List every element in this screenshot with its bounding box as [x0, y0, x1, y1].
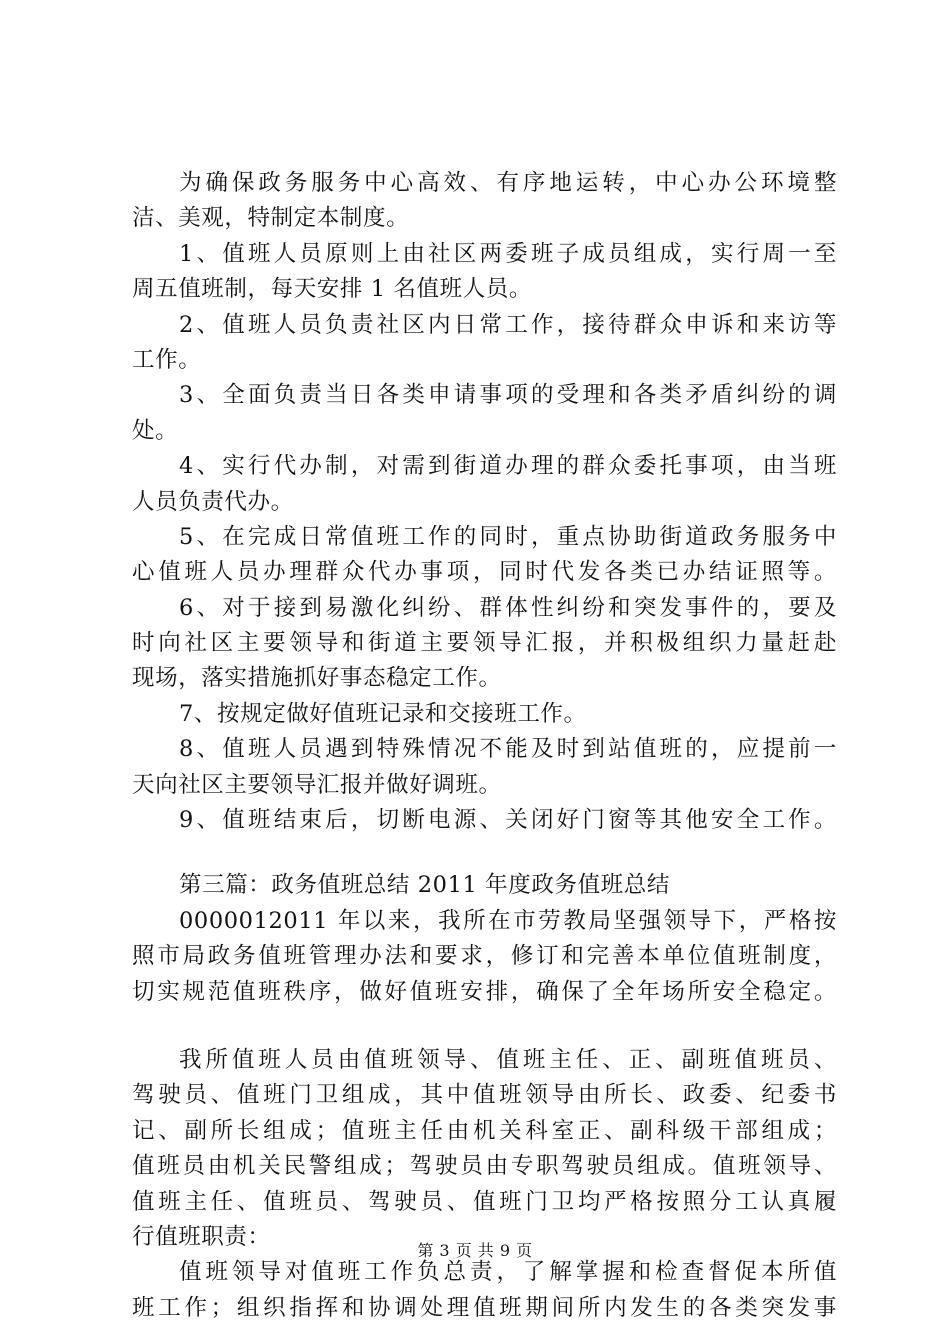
- section-spacer: [132, 838, 837, 868]
- page-number-footer: 第 3 页 共 9 页: [417, 1241, 533, 1260]
- text-line: 第三篇：政务值班总结 2011 年度政务值班总结: [179, 872, 670, 899]
- text-line: 行值班职责：: [132, 1223, 271, 1250]
- text-line: 8、值班人员遇到特殊情况不能及时到站值班的，应提前一: [179, 736, 837, 763]
- text-line: 切实规范值班秩序，做好值班安排，确保了全年场所安全稳定。: [132, 978, 837, 1005]
- text-line: 6、对于接到易激化纠纷、群体性纠纷和突发事件的，要及: [179, 594, 837, 621]
- text-line: 工作。: [132, 346, 202, 373]
- text-line: 处。: [132, 417, 179, 444]
- text-line: 心值班人员办理群众代办事项，同时代发各类已办结证照等。: [132, 559, 837, 586]
- text-line: 照市局政务值班管理办法和要求，修订和完善本单位值班制度，: [132, 943, 837, 970]
- text-line: 值班领导对值班工作负总责，了解掌握和检查督促本所值: [179, 1259, 837, 1286]
- text-line: 驾驶员、值班门卫组成，其中值班领导由所长、政委、纪委书: [132, 1082, 837, 1109]
- text-line: 值班员由机关民警组成；驾驶员由专职驾驶员组成。值班领导、: [132, 1153, 837, 1180]
- text-line: 5、在完成日常值班工作的同时，重点协助街道政务服务中: [179, 523, 837, 550]
- text-line: 周五值班制，每天安排 1 名值班人员。: [132, 276, 533, 303]
- duty-section: [132, 1043, 837, 1326]
- text-line: 为确保政务服务中心高效、有序地运转，中心办公环境整: [179, 170, 837, 196]
- text-line: 7、按规定做好值班记录和交接班工作。: [179, 700, 587, 727]
- text-line: 班工作；组织指挥和协调处理值班期间所内发生的各类突发事: [132, 1294, 837, 1321]
- summary-section: [132, 868, 837, 1010]
- text-line: 天向社区主要领导汇报并做好调班。: [132, 771, 502, 798]
- text-line: 洁、美观，特制定本制度。: [132, 205, 410, 232]
- text-line: 2、值班人员负责社区内日常工作，接待群众申诉和来访等: [179, 311, 837, 338]
- text-line: 我所值班人员由值班领导、值班主任、正、副班值班员、: [179, 1046, 837, 1073]
- rules-section: [132, 166, 837, 838]
- text-line: 人员负责代办。: [132, 488, 294, 515]
- text-line: 值班主任、值班员、驾驶员、值班门卫均严格按照分工认真履: [132, 1188, 837, 1215]
- paragraph-spacer: [132, 1010, 837, 1043]
- text-line: 9、值班结束后，切断电源、关闭好门窗等其他安全工作。: [179, 807, 837, 834]
- text-line: 时向社区主要领导和街道主要领导汇报，并积极组织力量赶赴: [132, 630, 837, 657]
- text-line: 0000012011 年以来，我所在市劳教局坚强领导下，严格按: [179, 907, 837, 934]
- text-line: 3、全面负责当日各类申请事项的受理和各类矛盾纠纷的调: [179, 382, 837, 409]
- text-line: 4、实行代办制，对需到街道办理的群众委托事项，由当班: [179, 453, 837, 480]
- text-line: 现场，落实措施抓好事态稳定工作。: [132, 665, 502, 692]
- text-line: 1、值班人员原则上由社区两委班子成员组成，实行周一至: [179, 240, 837, 267]
- text-line: 记、副所长组成；值班主任由机关科室正、副科级干部组成；: [132, 1117, 837, 1144]
- document-body: [132, 166, 837, 1326]
